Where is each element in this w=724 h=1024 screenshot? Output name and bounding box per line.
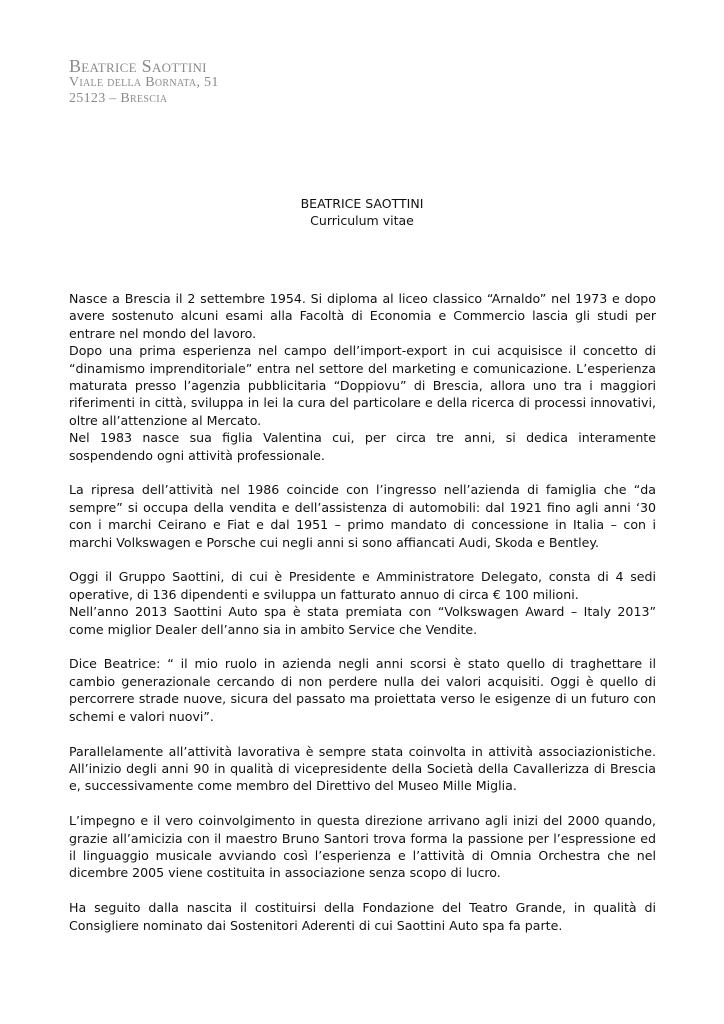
letterhead-city: 25123 – Brescia [69,91,168,106]
document-heading [0,195,724,229]
paragraph-associations: Parallelamente all’attività lavorativa è sempre stata coinvolta in attività associazionistiche. All’inizio degli anni 90 in qualità di vicepresidente della Società della Cavallerizza di Brescia e, successivamente come membro del Direttivo del Museo Mille Miglia. [69,743,656,794]
document-title: BEATRICE SAOTTINI [300,196,424,211]
paragraph-quote: Dice Beatrice: “ il mio ruolo in azienda negli anni scorsi è stato quello di traghettare il cambio generazionale cercando di non perdere nulla dei valori acquisiti. Oggi è quello di percorrere strade nuove, sicura del passato ma proiettata verso le esigenze di un futuro con schemi e valori nuovi”. [69,656,656,724]
document-subtitle: Curriculum vitae [310,213,414,228]
paragraph-orchestra: L’impegno e il vero coinvolgimento in questa direzione arrivano agli inizi del 2000 quando, grazie all’amicizia con il maestro Bruno Santori trova forma la passione per l’espressione ed il linguaggio musicale avviando così l’esperienza e l’attività di Omnia Orchestra che nel dicembre 2005 viene costituita in associazione senza scopo di lucro. [69,813,656,881]
paragraph-birth-education: Nasce a Brescia il 2 settembre 1954. Si diploma al liceo classico “Arnaldo” nel 1973 e dopo avere sostenuto alcuni esami alla Facoltà di Economia e Commercio lascia gli studi per entrare nel mondo del lavoro. [69,291,656,341]
paragraph-family-business: La ripresa dell’attività nel 1986 coincide con l’ingresso nell’azienda di famiglia che “da sempre” si occupa della vendita e dell’assistenza di automobili: dal 1921 fino agli anni ‘30 con i marchi Ceirano e Fiat e dal 1951 – primo mandato di concessione in Italia – con i marchi Volkswagen e Porsche cui negli anni si sono affiancati Audi, Skoda e Bentley. [69,482,656,550]
letterhead-name: Beatrice Saottini [69,56,207,76]
paragraph-group-today: Oggi il Gruppo Saottini, di cui è Presidente e Amministratore Delegato, consta di 4 sedi operative, di 136 dipendenti e sviluppa un fatturato annuo di circa € 100 milioni. [69,569,656,602]
paragraph-daughter: Nel 1983 nasce sua figlia Valentina cui, per circa tre anni, si dedica interamente sospendendo ogni attività professionale. [69,430,656,463]
paragraph-award: Nell’anno 2013 Saottini Auto spa è stata premiata con “Volkswagen Award – Italy 2013” come miglior Dealer dell’anno sia in ambito Service che Vendite. [69,604,656,637]
paragraph-early-career: Dopo una prima esperienza nel campo dell’import-export in cui acquisisce il concetto di “dinamismo imprenditoriale” entra nel settore del marketing e comunicazione. L’esperienza maturata presso l’agenzia pubblicitaria “Doppiovu” di Brescia, allora uno tra i maggiori riferimenti in città, sviluppa in lei la cura del particolare e della ricerca di processi innovativi, oltre all’attenzione al Mercato. [69,343,656,428]
document-body [69,290,656,934]
paragraph-teatro-grande: Ha seguito dalla nascita il costituirsi della Fondazione del Teatro Grande, in qualità di Consigliere nominato dai Sostenitori Aderenti di cui Saottini Auto spa fa parte. [69,900,656,933]
letterhead-street: Viale della Bornata, 51 [69,75,219,90]
letterhead [69,57,219,107]
